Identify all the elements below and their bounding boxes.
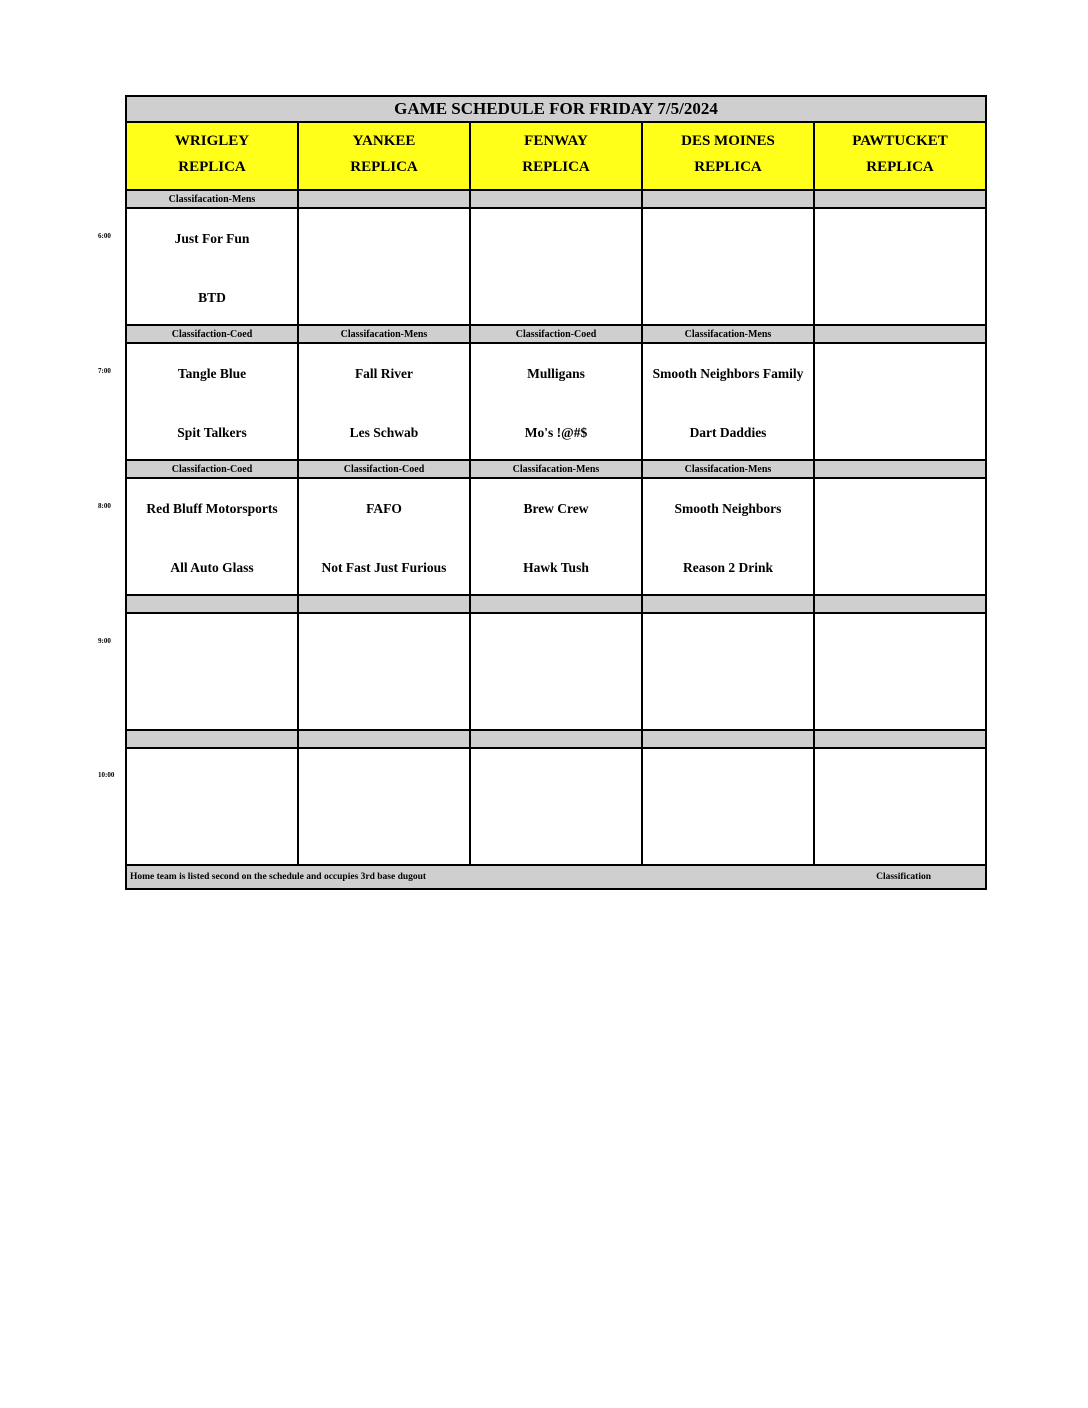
classification-label <box>299 191 471 209</box>
classification-legend: Classification <box>876 872 931 882</box>
home-team: Mo's !@#$ <box>524 425 588 440</box>
field-header <box>299 123 471 191</box>
classification-row <box>127 596 985 614</box>
classification-label <box>815 596 985 614</box>
field-subtitle: REPLICA <box>694 159 762 175</box>
classification-label <box>299 596 471 614</box>
game-cell <box>815 479 985 596</box>
home-team: Hawk Tush <box>523 560 589 575</box>
field-subtitle: REPLICA <box>866 159 934 175</box>
classification-label: Classifacation-Mens <box>127 191 299 209</box>
schedule-footer <box>127 866 985 888</box>
classification-label <box>299 731 471 749</box>
field-name: YANKEE <box>352 133 416 149</box>
game-cell <box>643 344 815 461</box>
game-cell <box>299 614 471 731</box>
game-cell <box>127 209 299 326</box>
game-cell <box>815 209 985 326</box>
game-cell <box>299 479 471 596</box>
game-cell <box>643 749 815 866</box>
classification-label <box>127 731 299 749</box>
home-team: Not Fast Just Furious <box>321 560 447 575</box>
classification-label: Classifacation-Mens <box>299 326 471 344</box>
page-title: GAME SCHEDULE FOR FRIDAY 7/5/2024 <box>127 97 985 123</box>
game-cell <box>815 344 985 461</box>
away-team: Fall River <box>354 366 414 381</box>
classification-label <box>815 731 985 749</box>
classification-label: Classifaction-Coed <box>471 326 643 344</box>
time-label: 6:00 <box>98 232 111 240</box>
classification-label <box>643 596 815 614</box>
home-team: All Auto Glass <box>170 560 254 575</box>
field-name: FENWAY <box>524 133 588 149</box>
game-cell <box>127 479 299 596</box>
field-header <box>471 123 643 191</box>
game-row <box>127 749 985 866</box>
game-cell <box>643 209 815 326</box>
game-cell <box>471 749 643 866</box>
classification-label <box>643 191 815 209</box>
away-team: Brew Crew <box>523 501 589 516</box>
game-cell <box>471 209 643 326</box>
game-cell <box>471 344 643 461</box>
classification-label <box>815 326 985 344</box>
home-team-note: Home team is listed second on the schedule and occupies 3rd base dugout <box>130 872 427 882</box>
game-cell <box>299 344 471 461</box>
classification-label: Classifacation-Mens <box>471 461 643 479</box>
field-header <box>643 123 815 191</box>
field-subtitle: REPLICA <box>350 159 418 175</box>
field-name: WRIGLEY <box>174 133 250 149</box>
time-label: 8:00 <box>98 502 111 510</box>
classification-label <box>815 191 985 209</box>
game-cell <box>299 749 471 866</box>
game-row <box>127 209 985 326</box>
home-team: Les Schwab <box>349 425 419 440</box>
home-team: Dart Daddies <box>689 425 767 440</box>
game-row <box>127 344 985 461</box>
game-cell <box>815 749 985 866</box>
classification-label <box>471 191 643 209</box>
classification-label: Classifaction-Coed <box>299 461 471 479</box>
classification-label: Classifaction-Coed <box>127 461 299 479</box>
game-cell <box>471 614 643 731</box>
game-cell <box>127 344 299 461</box>
field-header-row <box>127 123 985 191</box>
field-name: DES MOINES <box>681 133 775 149</box>
game-cell <box>471 479 643 596</box>
away-team: Smooth Neighbors <box>674 501 782 516</box>
game-row <box>127 614 985 731</box>
away-team: FAFO <box>366 501 402 516</box>
classification-row <box>127 461 985 479</box>
classification-row <box>127 326 985 344</box>
classification-label: Classifaction-Coed <box>127 326 299 344</box>
time-label: 9:00 <box>98 637 111 645</box>
away-team: Smooth Neighbors Family <box>652 366 804 381</box>
classification-row <box>127 191 985 209</box>
field-name: PAWTUCKET <box>852 133 948 149</box>
game-row <box>127 479 985 596</box>
time-label: 10:00 <box>98 771 115 779</box>
game-cell <box>643 614 815 731</box>
home-team: BTD <box>198 290 226 305</box>
time-slots <box>127 191 985 866</box>
game-cell <box>299 209 471 326</box>
classification-label <box>471 596 643 614</box>
field-subtitle: REPLICA <box>522 159 590 175</box>
classification-label <box>643 731 815 749</box>
game-cell <box>643 479 815 596</box>
classification-label <box>471 731 643 749</box>
game-cell <box>815 614 985 731</box>
away-team: Mulligans <box>527 366 585 381</box>
classification-label <box>815 461 985 479</box>
away-team: Red Bluff Motorsports <box>146 501 278 516</box>
away-team: Tangle Blue <box>177 366 247 381</box>
field-header <box>815 123 985 191</box>
classification-label <box>127 596 299 614</box>
time-label: 7:00 <box>98 367 111 375</box>
field-subtitle: REPLICA <box>178 159 246 175</box>
classification-label: Classifacation-Mens <box>643 461 815 479</box>
game-cell <box>127 614 299 731</box>
home-team: Spit Talkers <box>177 425 247 440</box>
away-team: Just For Fun <box>174 231 250 246</box>
classification-label: Classifacation-Mens <box>643 326 815 344</box>
classification-row <box>127 731 985 749</box>
home-team: Reason 2 Drink <box>682 560 773 575</box>
field-header <box>127 123 299 191</box>
schedule-table <box>125 95 987 890</box>
game-cell <box>127 749 299 866</box>
